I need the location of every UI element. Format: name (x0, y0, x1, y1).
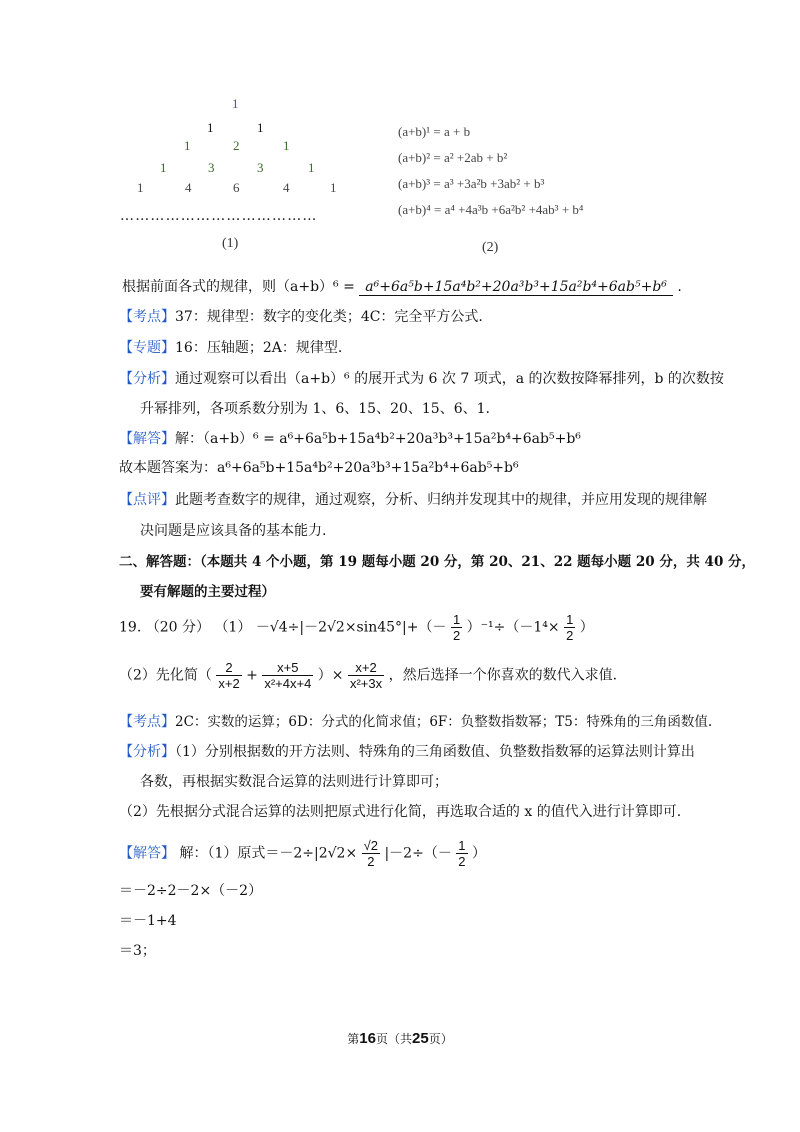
q19-part2-suffix: ，然后选择一个你喜欢的数代入求值. (388, 667, 618, 684)
jieda-text: 解：（a+b）⁶ = a⁶+6a⁵b+15a⁴b²+20a³b³+15a²b⁴+6ab⁵+b⁶ (175, 431, 581, 447)
section-heading: 二、解答题：（本题共 4 个小题，第 19 题每小题 20 分，第 20、21、22 题每小题 20 分，共 40 分， (119, 554, 756, 570)
fraction (564, 612, 575, 643)
fraction-numerator: 2 (216, 660, 241, 676)
fenxi-text: 通过观察可以看出（a+b）⁶ 的展开式为 6 次 7 项式，a 的次数按降幂排列，b 的次数按 (175, 371, 724, 387)
fraction-numerator: x+5 (262, 660, 313, 676)
fraction-denominator: x+2 (218, 676, 240, 691)
page-number: 16 (359, 1030, 376, 1047)
q19-fenxi-line2: 各数，再根据实数混合运算的法则进行计算即可； (140, 774, 448, 790)
triangle-cell: 1 (137, 180, 144, 195)
zhuanti-text: 16：压轴题；2A：规律型. (175, 340, 343, 356)
fraction-denominator: 2 (367, 854, 375, 869)
fraction-numerator: √2 (363, 838, 379, 853)
triangle-cell: 2 (233, 138, 240, 153)
q19-part1 (119, 612, 594, 643)
binomial-line: (a+b)¹ = a + b (398, 124, 471, 139)
triangle-cell: 3 (257, 160, 264, 175)
q18-answer-blank: a⁶+6a⁵b+15a⁴b²+20a³b³+15a²b⁴+6ab⁵+b⁶ (359, 279, 673, 296)
triangle-cell: 1 (257, 120, 264, 135)
triangle-cell: 1 (207, 120, 214, 135)
fraction-denominator: 2 (566, 628, 574, 643)
fenxi-tag: 【分析】 (119, 371, 175, 387)
section-heading-line2: 要有解题的主要过程） (140, 584, 275, 600)
q18-fenxi-line2: 升幂排列，各项系数分别为 1、6、15、20、15、6、1. (140, 401, 490, 417)
q18-jieda (119, 428, 581, 448)
q18-question-text: 根据前面各式的规律，则（a+b）⁶ = (122, 279, 355, 295)
page-footer (0, 1030, 800, 1047)
q18-dianping-line2: 决问题是应该具备的基本能力. (140, 523, 327, 539)
page-total: 25 (412, 1030, 429, 1047)
zhuanti-tag: 【专题】 (119, 340, 175, 356)
triangle-cell: 1 (308, 160, 315, 175)
fraction-denominator: 2 (452, 628, 461, 643)
q19-fenxi-line3: （2）先根据分式混合运算的法则把原式进行化简，再选取合适的 x 的值代入进行计算即可. (119, 804, 682, 820)
solution-step: ＝－1+4 (119, 913, 177, 929)
kaodian-tag: 【考点】 (119, 309, 175, 325)
triangle-cell: 6 (233, 180, 240, 195)
footer-mid: 页（共 (375, 1032, 412, 1046)
triangle-dots: ………………………………… (120, 208, 318, 224)
fraction (451, 612, 462, 643)
q19-part1-expr: －√4÷|－2√2×sin45°|+（－ (255, 619, 447, 636)
fraction (262, 660, 313, 691)
q19-part2-label: （2）先化简（ (119, 667, 212, 684)
jieda-end: ） (471, 845, 486, 862)
fenxi-text: （1）分别根据数的开方法则、特殊角的三角函数值、负整数指数幂的运算法则计算出 (175, 744, 695, 760)
kaodian-text: 37：规律型：数字的变化类；4C：完全平方公式. (175, 309, 483, 325)
figure-caption-1: (1) (222, 236, 239, 251)
fraction-denominator: x²+4x+4 (264, 676, 312, 691)
q18-question-suffix: . (677, 279, 682, 295)
triangle-cell: 1 (283, 138, 290, 153)
triangle-cell: 4 (283, 180, 290, 195)
jieda-tag: 【解答】 (119, 845, 175, 862)
footer-suffix: 页） (428, 1032, 453, 1046)
fraction-denominator: x²+3x (349, 676, 383, 691)
q18-question (122, 276, 682, 296)
q18-fenxi (119, 368, 724, 388)
q19-part1-label: （1） (214, 619, 252, 636)
dianping-tag: 【点评】 (119, 492, 175, 508)
fenxi-tag: 【分析】 (119, 744, 175, 760)
jieda-tag: 【解答】 (119, 431, 175, 447)
q18-kaodian (119, 306, 483, 326)
triangle-cell: 1 (184, 138, 191, 153)
footer-prefix: 第 (347, 1032, 360, 1046)
q19-kaodian (119, 710, 712, 731)
triangle-cell: 1 (330, 180, 337, 195)
fraction-numerator: 1 (458, 838, 466, 853)
q18-answer-line: 故本题答案为：a⁶+6a⁵b+15a⁴b²+20a³b³+15a²b⁴+6ab⁵+b⁶ (119, 460, 519, 476)
q18-dianping (119, 489, 707, 509)
q19-part2 (119, 660, 617, 691)
q19-part1-expr3: ） (579, 619, 594, 636)
fraction-numerator: x+2 (348, 660, 384, 676)
triangle-cell: 1 (232, 96, 239, 111)
q18-zhuanti (119, 337, 342, 357)
triangle-cell: 1 (160, 160, 167, 175)
solution-step: ＝3； (119, 943, 156, 959)
binomial-line: (a+b)³ = a³ +3a²b +3ab² + b³ (398, 176, 545, 191)
figure-caption-2: (2) (482, 240, 499, 255)
fraction (216, 660, 241, 691)
q19-fenxi (119, 741, 695, 761)
kaodian-text: 2C：实数的运算；6D：分式的化简求值；6F：负整数指数幂；T5：特殊角的三角函数值. (175, 714, 713, 730)
binomial-line: (a+b)⁴ = a⁴ +4a³b +6a²b² +4ab³ + b⁴ (398, 202, 584, 217)
kaodian-tag: 【考点】 (119, 714, 175, 730)
close-paren-times: ）× (317, 667, 344, 684)
fraction (362, 838, 380, 869)
triangle-cell: 3 (208, 160, 215, 175)
fraction (456, 838, 467, 869)
q19-jieda (119, 838, 486, 869)
q19-part1-expr2: ）⁻¹÷（－1⁴× (466, 619, 560, 636)
plus-sign: + (246, 667, 258, 684)
dianping-text: 此题考查数字的规律，通过观察，分析、归纳并发现其中的规律，并应用发现的规律解 (175, 492, 707, 508)
fraction (348, 660, 384, 691)
fraction-numerator: 1 (566, 612, 574, 627)
fraction-numerator: 1 (452, 612, 461, 627)
jieda-prefix: 解：（1）原式＝－2÷|2√2× (179, 845, 358, 862)
binomial-line: (a+b)² = a² +2ab + b² (398, 150, 508, 165)
jieda-mid: |－2÷（－ (384, 845, 452, 862)
q19-number: 19. (119, 619, 142, 636)
solution-step: ＝－2÷2－2×（－2） (119, 883, 263, 899)
triangle-cell: 4 (185, 180, 192, 195)
q19-score: （20 分） (145, 619, 210, 636)
fraction-denominator: 2 (458, 854, 466, 869)
